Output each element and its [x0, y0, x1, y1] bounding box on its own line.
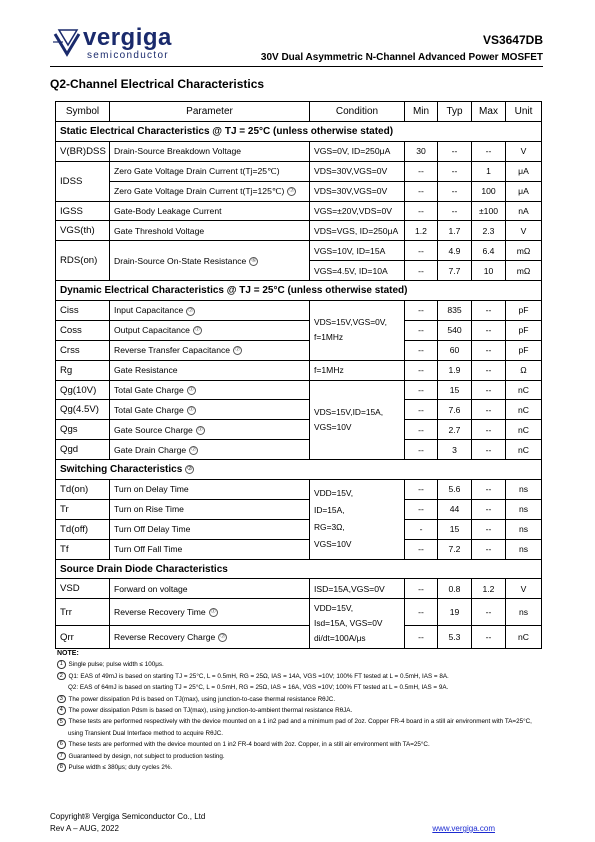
max-cell: 2.3 [472, 221, 506, 241]
note-marker-icon: ⑦ [188, 307, 194, 314]
parameter-cell: Input Capacitance ⑦ [110, 301, 310, 321]
typ-cell: -- [438, 161, 472, 181]
column-header: Unit [506, 102, 542, 122]
parameter-cell: Gate Source Charge ⑦ [110, 420, 310, 440]
symbol-cell: Crss [56, 340, 110, 360]
condition-cell: VDS=15V,ID=15A, VGS=10V [310, 380, 405, 460]
note-item: 5 These tests are performed respectively with the device mounted on a 1 in2 pad and a minimum pad of 2oz. Copper FR-4 board in a still air environment with TA=25°C, [57, 716, 552, 727]
parameter-cell: Reverse Transfer Capacitance ⑦ [110, 340, 310, 360]
note-marker-icon: ⑦ [188, 407, 194, 414]
condition-cell: VDD=15V, Isd=15A, VGS=0V di/dt=100A/μs [310, 599, 405, 649]
min-cell: -- [405, 201, 438, 221]
max-cell: -- [472, 519, 506, 539]
table-row [56, 539, 542, 559]
unit-cell: ns [506, 499, 542, 519]
max-cell: -- [472, 539, 506, 559]
column-header: Parameter [110, 102, 310, 122]
min-cell: -- [405, 499, 438, 519]
typ-cell: 19 [438, 599, 472, 626]
max-cell: -- [472, 599, 506, 626]
table-row [56, 181, 542, 201]
parameter-cell: Total Gate Charge ⑦ [110, 400, 310, 420]
column-header: Max [472, 102, 506, 122]
table-row [56, 221, 542, 241]
typ-cell: 7.6 [438, 400, 472, 420]
logo-subtext: semiconductor [87, 50, 169, 61]
symbol-cell: Qg(4.5V) [56, 400, 110, 420]
table-row [56, 301, 542, 321]
notes-title: NOTE: [57, 650, 79, 657]
symbol-cell: Rg [56, 360, 110, 380]
typ-cell: -- [438, 201, 472, 221]
note-marker-icon: ⑦ [188, 387, 194, 394]
min-cell: -- [405, 400, 438, 420]
parameter-cell: Turn on Delay Time [110, 480, 310, 500]
footer-website-link[interactable]: www.vergiga.com [432, 824, 495, 833]
logo-wordmark: vergiga [83, 24, 172, 51]
min-cell: 1.2 [405, 221, 438, 241]
parameter-cell: Output Capacitance ⑦ [110, 320, 310, 340]
typ-cell: 0.8 [438, 579, 472, 599]
note-marker-icon: ⑦ [194, 327, 201, 334]
symbol-cell: Qgd [56, 440, 110, 460]
min-cell: -- [405, 579, 438, 599]
max-cell: 1 [472, 161, 506, 181]
note-marker-icon: ⑥ [251, 257, 257, 264]
unit-cell: ns [506, 539, 542, 559]
min-cell: -- [405, 480, 438, 500]
column-header: Symbol [56, 102, 110, 122]
symbol-cell: Td(on) [56, 480, 110, 500]
typ-cell: 4.9 [438, 241, 472, 261]
symbol-cell: Qg(10V) [56, 380, 110, 400]
parameter-cell: Gate-Body Leakage Current [110, 201, 310, 221]
max-cell: -- [472, 141, 506, 161]
note-item: 6 These tests are performed with the device mounted on 1 in2 FR-4 board with 2oz. Copper, in a still air environment with TA=25°C. [57, 739, 552, 750]
max-cell: -- [472, 440, 506, 460]
note-item: Q2: EAS of 64mJ is based on starting TJ = 25°C, L = 0.5mH, RG = 25Ω, IAS = 16A, VGS =10V; 100% FT tested at L = 0.5mH, IAS = 9A. [68, 684, 449, 692]
min-cell: -- [405, 440, 438, 460]
part-number: VS3647DB [482, 33, 543, 47]
symbol-cell: IDSS [56, 161, 110, 201]
parameter-cell: Turn Off Delay Time [110, 519, 310, 539]
typ-cell: 540 [438, 320, 472, 340]
table-row [56, 599, 542, 626]
section-header-switching: Switching Characteristics ⑦ [56, 460, 542, 480]
table-row [56, 141, 542, 161]
min-cell: -- [405, 241, 438, 261]
note-marker-icon: ⑦ [190, 446, 197, 453]
condition-cell: VGS=0V, ID=250μA [310, 141, 405, 161]
max-cell: -- [472, 301, 506, 321]
typ-cell: 2.7 [438, 420, 472, 440]
symbol-cell: Trr [56, 599, 110, 626]
symbol-cell: Qrr [56, 626, 110, 649]
max-cell: -- [472, 360, 506, 380]
note-marker-icon: ⑦ [197, 426, 204, 433]
condition-cell: VDS=15V,VGS=0V, f=1MHz [310, 301, 405, 361]
condition-cell: VGS=±20V,VDS=0V [310, 201, 405, 221]
table-row [56, 380, 542, 400]
symbol-cell: Ciss [56, 301, 110, 321]
footer-revision: Rev A – AUG, 2022 [50, 824, 119, 833]
table-row [56, 420, 542, 440]
document-subtitle: 30V Dual Asymmetric N-Channel Advanced Power MOSFET [260, 52, 543, 63]
max-cell: -- [472, 420, 506, 440]
table-row [56, 440, 542, 460]
note-item: 8 Pulse width ≤ 380μs; duty cycles 2%. [57, 762, 552, 773]
typ-cell: 15 [438, 380, 472, 400]
typ-cell: 60 [438, 340, 472, 360]
column-header: Typ [438, 102, 472, 122]
footer-copyright: Copyright® Vergiga Semiconductor Co., Ltd [50, 812, 206, 821]
note-marker-icon: ⑦ [289, 187, 295, 194]
parameter-cell: Forward on voltage [110, 579, 310, 599]
table-row [56, 201, 542, 221]
unit-cell: ns [506, 599, 542, 626]
parameter-cell: Drain-Source On-State Resistance ⑥ [110, 241, 310, 281]
unit-cell: mΩ [506, 241, 542, 261]
min-cell: -- [405, 340, 438, 360]
unit-cell: ns [506, 480, 542, 500]
max-cell: 100 [472, 181, 506, 201]
condition-cell: VGS=10V, ID=15A [310, 241, 405, 261]
unit-cell: nC [506, 400, 542, 420]
note-item: 7 Guaranteed by design, not subject to production testing. [57, 751, 552, 762]
column-header: Min [405, 102, 438, 122]
typ-cell: 3 [438, 440, 472, 460]
table-row [56, 320, 542, 340]
max-cell: 1.2 [472, 579, 506, 599]
parameter-cell: Drain-Source Breakdown Voltage [110, 141, 310, 161]
max-cell: -- [472, 380, 506, 400]
min-cell: -- [405, 626, 438, 649]
unit-cell: pF [506, 301, 542, 321]
note-item: using Transient Dual Interface method to acquire RθJC. [68, 729, 224, 737]
symbol-cell: V(BR)DSS [56, 141, 110, 161]
unit-cell: V [506, 221, 542, 241]
symbol-cell: Td(off) [56, 519, 110, 539]
max-cell: -- [472, 499, 506, 519]
symbol-cell: Tf [56, 539, 110, 559]
max-cell: ±100 [472, 201, 506, 221]
table-row [56, 340, 542, 360]
min-cell: -- [405, 261, 438, 281]
min-cell: -- [405, 301, 438, 321]
parameter-cell: Turn on Rise Time [110, 499, 310, 519]
note-marker-icon: ⑦ [187, 465, 193, 472]
max-cell: -- [472, 626, 506, 649]
table-row [56, 626, 542, 649]
typ-cell: 5.6 [438, 480, 472, 500]
typ-cell: 1.7 [438, 221, 472, 241]
typ-cell: 15 [438, 519, 472, 539]
parameter-cell: Gate Drain Charge ⑦ [110, 440, 310, 460]
table-row [56, 579, 542, 599]
max-cell: -- [472, 340, 506, 360]
condition-cell: VDS=VGS, ID=250μA [310, 221, 405, 241]
condition-cell: f=1MHz [310, 360, 405, 380]
section-header-diode: Source Drain Diode Characteristics [56, 559, 542, 579]
parameter-cell: Total Gate Charge ⑦ [110, 380, 310, 400]
table-row [56, 480, 542, 500]
min-cell: -- [405, 181, 438, 201]
parameter-cell: Turn Off Fall Time [110, 539, 310, 559]
min-cell: -- [405, 420, 438, 440]
condition-cell: VDS=30V,VGS=0V [310, 181, 405, 201]
unit-cell: mΩ [506, 261, 542, 281]
unit-cell: pF [506, 320, 542, 340]
table-row [56, 400, 542, 420]
symbol-cell: VGS(th) [56, 221, 110, 241]
typ-cell: 7.2 [438, 539, 472, 559]
min-cell: -- [405, 380, 438, 400]
section-header-static: Static Electrical Characteristics @ TJ = 25°C (unless otherwise stated) [56, 122, 542, 142]
min-cell: -- [405, 320, 438, 340]
max-cell: -- [472, 480, 506, 500]
typ-cell: 44 [438, 499, 472, 519]
parameter-cell: Gate Resistance [110, 360, 310, 380]
note-item: 4 The power dissipation Pdsm is based on TJ(max), using junction-to-ambient thermal resistance RθJA. [57, 705, 552, 716]
unit-cell: pF [506, 340, 542, 360]
min-cell: -- [405, 539, 438, 559]
parameter-cell: Reverse Recovery Time ⑦ [110, 599, 310, 626]
min-cell: - [405, 519, 438, 539]
condition-cell: VDS=30V,VGS=0V [310, 161, 405, 181]
note-item: 3 The power dissipation Pd is based on TJ(max), using junction-to-case thermal resistance RθJC. [57, 694, 552, 705]
unit-cell: V [506, 579, 542, 599]
typ-cell: -- [438, 181, 472, 201]
table-row [56, 241, 542, 261]
note-marker-icon: ⑦ [234, 347, 241, 354]
parameter-cell: Zero Gate Voltage Drain Current t(Tj=125℃) ⑦ [110, 181, 310, 201]
logo-mark-icon [53, 28, 83, 58]
table-row [56, 161, 542, 181]
note-marker-icon: ⑦ [210, 609, 216, 616]
note-marker-icon: ⑦ [220, 634, 226, 641]
section-header-dynamic: Dynamic Electrical Characteristics @ TJ = 25°C (unless otherwise stated) [56, 281, 542, 301]
unit-cell: nC [506, 420, 542, 440]
max-cell: -- [472, 400, 506, 420]
min-cell: -- [405, 599, 438, 626]
symbol-cell: IGSS [56, 201, 110, 221]
unit-cell: μA [506, 161, 542, 181]
company-logo [53, 26, 183, 62]
symbol-cell: Qgs [56, 420, 110, 440]
header-divider [50, 66, 543, 67]
condition-cell: VGS=4.5V, ID=10A [310, 261, 405, 281]
min-cell: -- [405, 360, 438, 380]
condition-cell: VDD=15V, ID=15A, RG=3Ω, VGS=10V [310, 480, 405, 560]
max-cell: 10 [472, 261, 506, 281]
table-row [56, 360, 542, 380]
parameter-cell: Gate Threshold Voltage [110, 221, 310, 241]
unit-cell: V [506, 141, 542, 161]
typ-cell: 835 [438, 301, 472, 321]
unit-cell: Ω [506, 360, 542, 380]
unit-cell: μA [506, 181, 542, 201]
unit-cell: nC [506, 380, 542, 400]
table-row [56, 519, 542, 539]
table-header-row [56, 102, 542, 122]
min-cell: 30 [405, 141, 438, 161]
unit-cell: ns [506, 519, 542, 539]
typ-cell: 5.3 [438, 626, 472, 649]
symbol-cell: Tr [56, 499, 110, 519]
parameter-cell: Zero Gate Voltage Drain Current t(Tj=25℃) [110, 161, 310, 181]
typ-cell: 7.7 [438, 261, 472, 281]
unit-cell: nC [506, 626, 542, 649]
parameter-cell: Reverse Recovery Charge ⑦ [110, 626, 310, 649]
min-cell: -- [405, 161, 438, 181]
condition-cell: ISD=15A,VGS=0V [310, 579, 405, 599]
symbol-cell: Coss [56, 320, 110, 340]
typ-cell: 1.9 [438, 360, 472, 380]
note-item: 2 Q1: EAS of 49mJ is based on starting TJ = 25°C, L = 0.5mH, RG = 25Ω, IAS = 14A, VGS =10V; 100% FT tested at L = 0.5mH, IAS = 8A. [57, 671, 552, 682]
section-title: Q2-Channel Electrical Characteristics [50, 77, 265, 91]
max-cell: -- [472, 320, 506, 340]
symbol-cell: VSD [56, 579, 110, 599]
max-cell: 6.4 [472, 241, 506, 261]
typ-cell: -- [438, 141, 472, 161]
symbol-cell: RDS(on) [56, 241, 110, 281]
unit-cell: nA [506, 201, 542, 221]
notes-section [57, 648, 552, 773]
electrical-characteristics-table [55, 101, 542, 649]
column-header: Condition [310, 102, 405, 122]
note-item: 1 Single pulse; pulse width ≤ 100μs. [57, 659, 552, 670]
unit-cell: nC [506, 440, 542, 460]
table-row [56, 499, 542, 519]
